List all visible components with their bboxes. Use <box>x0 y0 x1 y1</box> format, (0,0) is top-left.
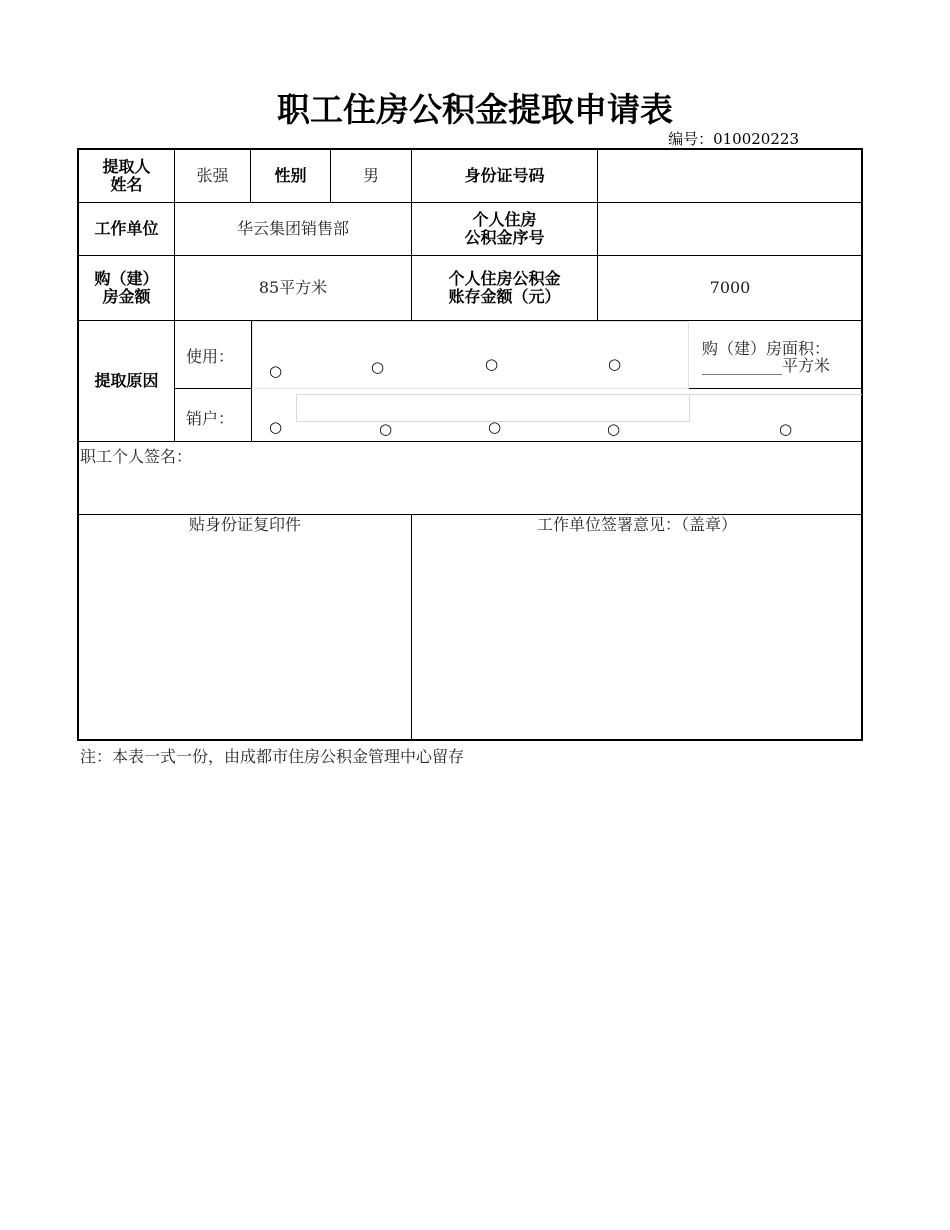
row-divider <box>78 441 862 442</box>
employer-label: 工作单位 <box>94 219 159 238</box>
label-line: 个人住房公积金 <box>448 269 561 288</box>
close-account-label: 销户： <box>186 409 235 428</box>
label-line: 购（建） <box>94 269 159 288</box>
employer-opinion-area[interactable] <box>412 540 862 739</box>
serial-label: 编号： <box>668 130 714 148</box>
purchase-area-unit: 平方米 <box>782 356 831 375</box>
serial-value: 010020223 <box>713 130 799 148</box>
use-label: 使用： <box>186 347 235 366</box>
gender-label: 性别 <box>274 166 307 185</box>
applicant-name-value[interactable]: 张强 <box>196 166 229 185</box>
employee-signature-label: 职工个人签名： <box>80 447 193 466</box>
label-line: 姓名 <box>110 175 143 194</box>
gender-value[interactable]: 男 <box>362 166 379 185</box>
grid-remnant <box>688 394 862 396</box>
id-number-label: 身份证号码 <box>464 166 545 185</box>
employer-opinion-label: 工作单位签署意见：（盖章） <box>536 515 737 534</box>
close-option-radio[interactable]: ○ <box>379 420 393 438</box>
label-line: 提取人 <box>102 157 151 176</box>
fund-balance-value[interactable]: 7000 <box>709 278 751 297</box>
id-copy-label: 贴身份证复印件 <box>188 515 301 534</box>
purchase-area-label: 购（建）房面积： <box>702 339 831 358</box>
close-option-radio[interactable]: ○ <box>779 420 793 438</box>
use-option-radio[interactable]: ○ <box>608 355 622 373</box>
id-copy-area[interactable] <box>79 540 411 739</box>
purchase-amount-value[interactable]: 85平方米 <box>258 278 328 297</box>
fund-sequence-value[interactable] <box>598 203 862 255</box>
footnote: 注：本表一式一份，由成都市住房公积金管理中心留存 <box>80 747 465 766</box>
use-option-radio[interactable]: ○ <box>371 358 385 376</box>
fund-sequence-label <box>412 203 597 255</box>
close-option-radio[interactable]: ○ <box>488 418 502 436</box>
label-line: 账存金额（元） <box>448 287 561 306</box>
employee-signature-area[interactable] <box>79 466 862 513</box>
grid-remnant <box>252 321 689 389</box>
employer-value[interactable]: 华云集团销售部 <box>236 219 349 238</box>
use-option-radio[interactable]: ○ <box>269 362 283 380</box>
close-option-radio[interactable]: ○ <box>269 418 283 436</box>
applicant-name-label <box>79 150 174 202</box>
fund-balance-label <box>412 256 597 320</box>
purchase-amount-label <box>79 256 174 320</box>
form-title: 职工住房公积金提取申请表 <box>277 90 673 129</box>
purchase-area-field[interactable] <box>702 353 830 376</box>
purchase-area-blank[interactable]: __________ <box>702 356 782 375</box>
label-line: 个人住房 <box>472 210 537 229</box>
withdraw-reason-label: 提取原因 <box>94 371 159 390</box>
close-option-radio[interactable]: ○ <box>607 420 621 438</box>
use-option-radio[interactable]: ○ <box>485 355 499 373</box>
label-line: 公积金序号 <box>464 228 545 247</box>
serial-number <box>668 128 799 149</box>
label-line: 房金额 <box>102 287 151 306</box>
id-number-value[interactable] <box>598 150 862 202</box>
